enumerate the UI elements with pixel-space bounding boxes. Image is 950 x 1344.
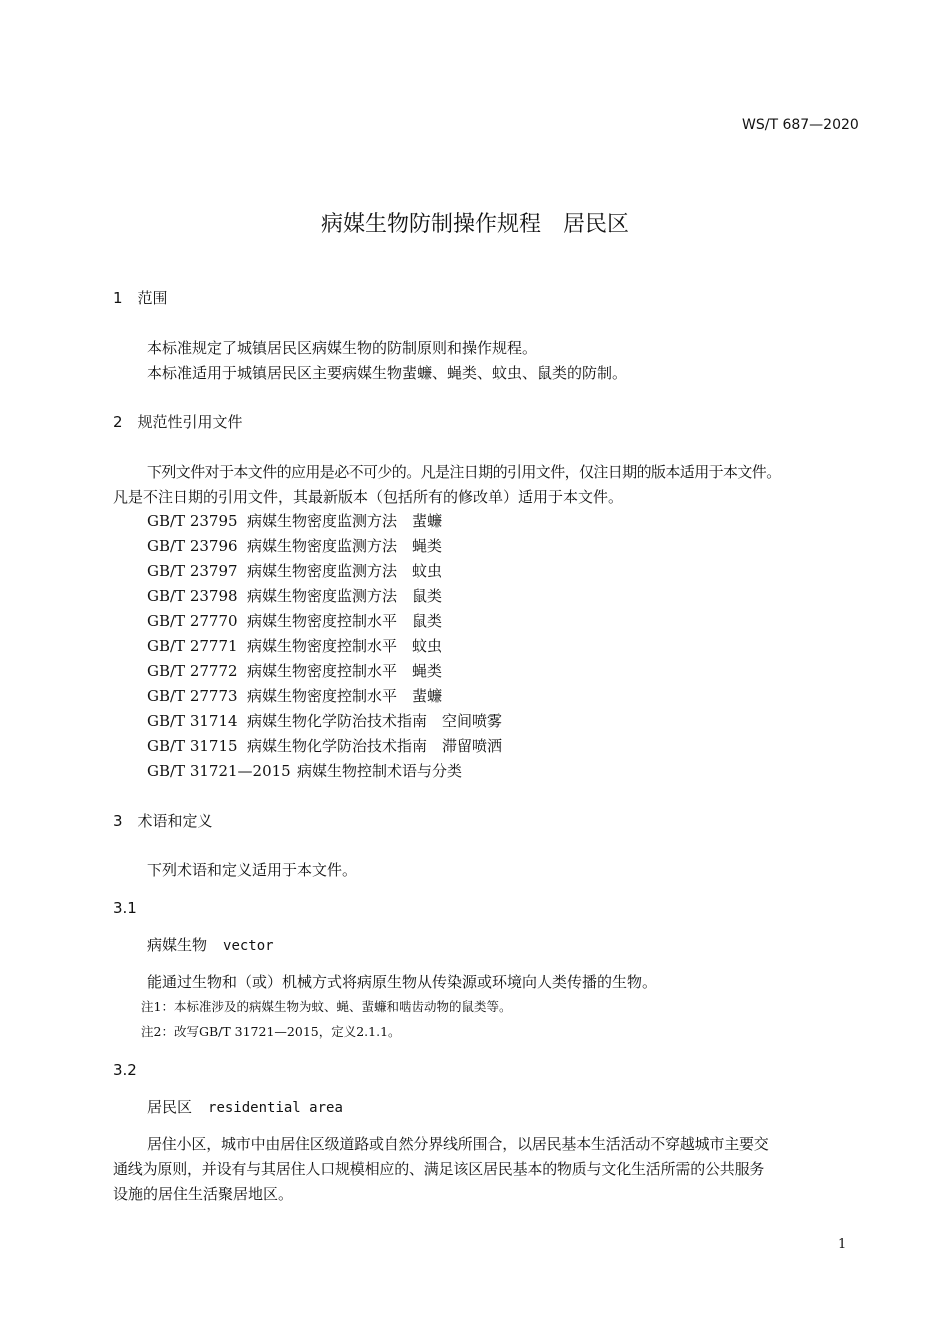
reference-title: 病媒生物密度监测方法 鼠类 (247, 587, 443, 605)
reference-item (147, 709, 502, 734)
reference-code: GB/T 27770 (147, 612, 238, 630)
reference-code: GB/T 31714 (147, 712, 238, 730)
reference-title: 病媒生物密度控制水平 蝇类 (247, 662, 443, 680)
section-3-heading: 3 术语和定义 (113, 812, 213, 830)
term-english-name: residential area (208, 1100, 343, 1116)
section-2-intro: 下列文件对于本文件的应用是必不可少的。凡是注日期的引用文件，仅注日期的版本适用于本文件。 (147, 463, 781, 481)
reference-code: GB/T 23798 (147, 587, 238, 605)
document-code: WS/T 687—2020 (742, 117, 859, 133)
reference-title: 病媒生物密度监测方法 蚊虫 (247, 562, 443, 580)
reference-code: GB/T 31715 (147, 737, 238, 755)
reference-item (147, 509, 502, 534)
reference-item (147, 534, 502, 559)
term-note: 注1：本标准涉及的病媒生物为蚊、蝇、蜚蠊和啮齿动物的鼠类等。 (141, 999, 512, 1014)
document-title: 病媒生物防制操作规程 居民区 (320, 212, 629, 237)
section-1-heading: 1 范围 (113, 289, 168, 307)
term-definition: 设施的居住生活聚居地区。 (113, 1185, 294, 1203)
reference-list (147, 509, 502, 784)
reference-item (147, 634, 502, 659)
reference-code: GB/T 27772 (147, 662, 238, 680)
reference-title: 病媒生物密度监测方法 蝇类 (247, 537, 443, 555)
term-definition: 能通过生物和（或）机械方式将病原生物从传染源或环境向人类传播的生物。 (147, 973, 658, 991)
reference-code: GB/T 23795 (147, 512, 238, 530)
section-2-heading: 2 规范性引用文件 (113, 413, 243, 431)
reference-title: 病媒生物控制术语与分类 (297, 762, 463, 780)
section-3-intro: 下列术语和定义适用于本文件。 (147, 861, 358, 879)
section-2-intro: 凡是不注日期的引用文件，其最新版本（包括所有的修改单）适用于本文件。 (113, 488, 624, 506)
reference-item (147, 609, 502, 634)
reference-item (147, 759, 502, 784)
section-1-paragraph: 本标准适用于城镇居民区主要病媒生物蜚蠊、蝇类、蚊虫、鼠类的防制。 (147, 364, 628, 382)
term-number: 3.1 (113, 899, 137, 917)
page-number: 1 (838, 1237, 847, 1252)
reference-code: GB/T 27771 (147, 637, 238, 655)
reference-item (147, 584, 502, 609)
reference-item (147, 559, 502, 584)
term-note: 注2：改写GB/T 31721—2015，定义2.1.1。 (141, 1024, 401, 1039)
reference-title: 病媒生物密度控制水平 蜚蠊 (247, 687, 443, 705)
reference-title: 病媒生物密度监测方法 蜚蠊 (247, 512, 443, 530)
term-title (147, 934, 274, 957)
reference-title: 病媒生物密度控制水平 蚊虫 (247, 637, 443, 655)
reference-code: GB/T 31721—2015 (147, 762, 291, 780)
reference-title: 病媒生物化学防治技术指南 滞留喷洒 (247, 737, 503, 755)
term-chinese-name: 居民区 (147, 1098, 193, 1116)
term-number: 3.2 (113, 1061, 137, 1079)
term-title (147, 1096, 343, 1119)
reference-title: 病媒生物化学防治技术指南 空间喷雾 (247, 712, 503, 730)
term-english-name: vector (223, 938, 274, 954)
term-chinese-name: 病媒生物 (147, 936, 208, 954)
reference-code: GB/T 23797 (147, 562, 238, 580)
reference-code: GB/T 27773 (147, 687, 238, 705)
section-1-paragraph: 本标准规定了城镇居民区病媒生物的防制原则和操作规程。 (147, 339, 538, 357)
term-definition: 居住小区，城市中由居住区级道路或自然分界线所围合，以居民基本生活活动不穿越城市主要交 (147, 1135, 769, 1153)
reference-code: GB/T 23796 (147, 537, 238, 555)
term-definition: 通线为原则，并设有与其居住人口规模相应的、满足该区居民基本的物质与文化生活所需的公共服务 (113, 1160, 765, 1178)
reference-item (147, 684, 502, 709)
reference-title: 病媒生物密度控制水平 鼠类 (247, 612, 443, 630)
reference-item (147, 659, 502, 684)
reference-item (147, 734, 502, 759)
